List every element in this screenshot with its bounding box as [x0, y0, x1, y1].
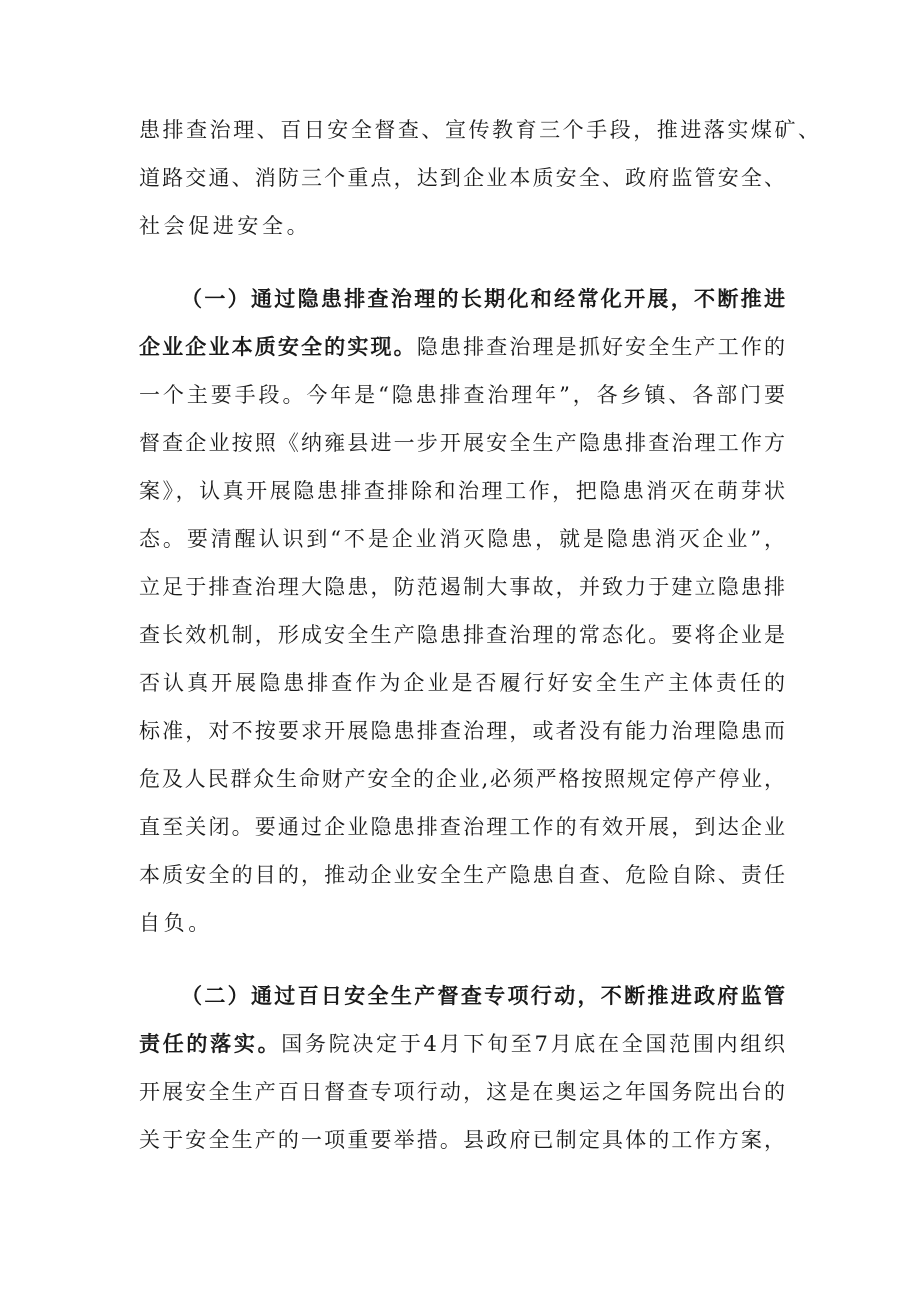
section1-line-1: 一个主要手段。今年是“隐患排查治理年”，各乡镇、各部门要: [139, 383, 785, 407]
section1-line-3: 案》，认真开展隐患排查排除和治理工作，把隐患消灭在萌芽状: [139, 479, 785, 503]
section1-line-8: 标准，对不按要求开展隐患排查治理，或者没有能力治理隐患而: [139, 719, 785, 743]
section2-heading-bold: 责任的落实。: [139, 1031, 282, 1056]
section1-heading-line-2: [139, 333, 785, 361]
intro-line-3: 社会促进安全。: [139, 214, 312, 238]
section1-line-2: 督查企业按照《纳雍县进一步开展安全生产隐患排查治理工作方: [139, 431, 785, 455]
section1-line-12: 自负。: [139, 911, 213, 935]
intro-line-2: 道路交通、消防三个重点，达到企业本质安全、政府监管安全、: [139, 166, 785, 190]
section2-line-1: 开展安全生产百日督查专项行动，这是在奥运之年国务院出台的: [139, 1080, 785, 1104]
section1-line-7: 否认真开展隐患排查作为企业是否履行好安全生产主体责任的: [139, 671, 785, 695]
section1-line-10: 直至关闭。要通过企业隐患排查治理工作的有效开展，到达企业: [139, 815, 785, 839]
section1-line-4: 态。要清醒认识到“不是企业消灭隐患，就是隐患消灭企业”，: [139, 527, 785, 551]
section1-line-9: 危及人民群众生命财产安全的企业,必须严格按照规定停产停业，: [139, 767, 785, 791]
section2-heading-rest: 国务院决定于4月下旬至7月底在全国范围内组织: [281, 1032, 785, 1056]
section1-heading-rest: 隐患排查治理是抓好安全生产工作的: [416, 335, 786, 359]
section2-heading-line-2: [139, 1030, 785, 1058]
section2-line-2: 关于安全生产的一项重要举措。县政府已制定具体的工作方案，: [139, 1128, 785, 1152]
section1-line-6: 查长效机制，形成安全生产隐患排查治理的常态化。要将企业是: [139, 623, 785, 647]
section1-heading-line-1: （一）通过隐患排查治理的长期化和经常化开展，不断推进: [181, 286, 785, 311]
section2-heading-line-1: （二）通过百日安全生产督查专项行动，不断推进政府监管: [181, 983, 785, 1008]
intro-line-1: 患排查治理、百日安全督查、宣传教育三个手段，推进落实煤矿、: [139, 118, 819, 142]
section1-line-5: 立足于排查治理大隐患，防范遏制大事故，并致力于建立隐患排: [139, 575, 785, 599]
section1-heading-bold: 企业企业本质安全的实现。: [139, 334, 417, 359]
section1-line-11: 本质安全的目的，推动企业安全生产隐患自查、危险自除、责任: [139, 863, 785, 887]
